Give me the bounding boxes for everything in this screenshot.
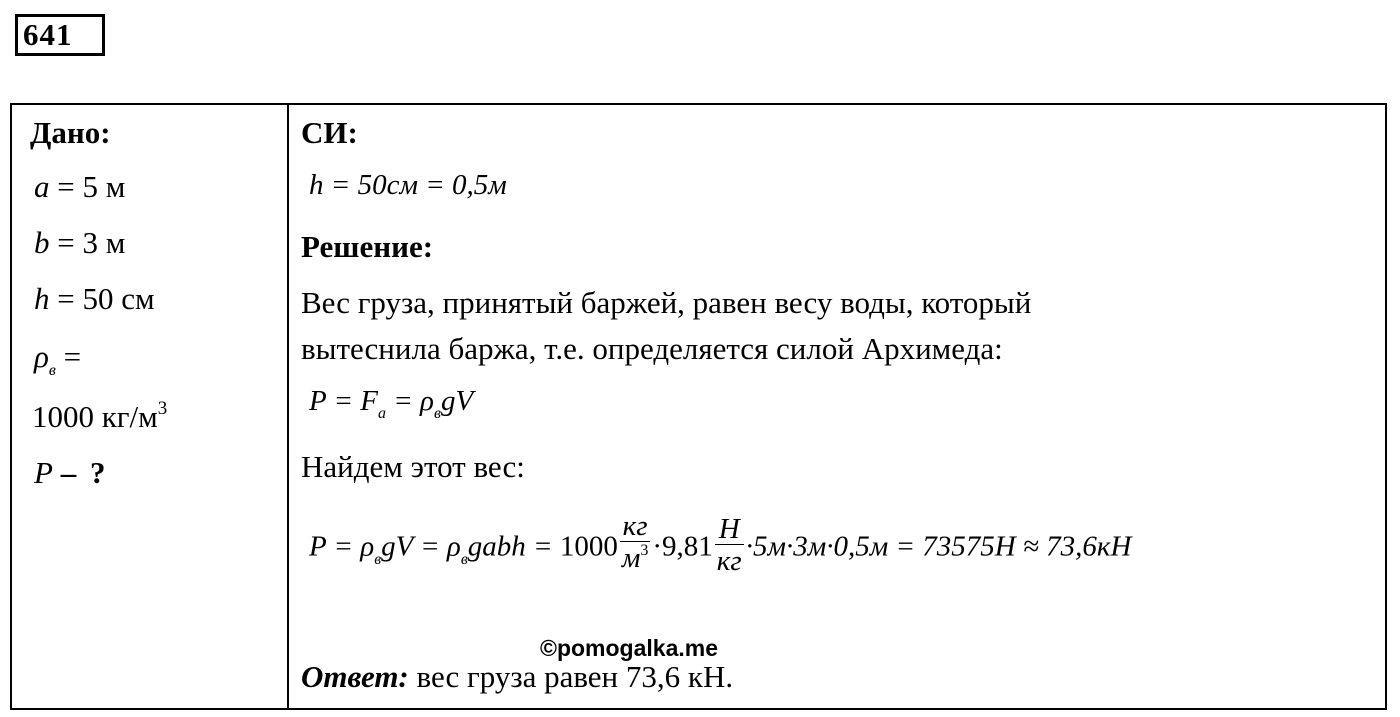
si-header: СИ:: [301, 115, 358, 150]
fraction-kg-per-m3: [620, 511, 651, 579]
solution-line-3: Найдем этот вес:: [301, 449, 525, 484]
frac2-numerator: Н: [715, 514, 744, 545]
given-b: [34, 225, 125, 261]
formula2-1000: 1000: [559, 530, 618, 563]
given-find: [34, 455, 105, 491]
frac1-exponent: 3: [640, 542, 649, 559]
value-h: = 50 см: [57, 281, 155, 316]
answer-label: Ответ:: [301, 659, 409, 694]
var-rho: ρ: [34, 339, 49, 374]
formula2-part2: gV = ρ: [381, 530, 461, 563]
si-formula: h = 50см = 0,5м: [309, 169, 507, 201]
formula2-mid: ·9,81: [652, 530, 713, 563]
given-rho: [34, 339, 82, 379]
solution-header: Решение:: [301, 229, 434, 264]
weight-formula: [309, 510, 1132, 583]
answer-line: [301, 659, 733, 695]
solution-line-1: Вес груза, принятый баржей, равен весу воды, который: [301, 285, 1032, 320]
answer-text: вес груза равен 73,6 кН.: [408, 659, 734, 694]
given-rho-value: [32, 399, 167, 435]
frac1-numerator: кг: [620, 511, 651, 542]
watermark: ©pomogalka.me: [540, 635, 718, 661]
problem-number: 641: [15, 14, 105, 56]
given-a: [34, 169, 125, 205]
frac2-denominator: кг: [716, 544, 742, 577]
solution-line-2: вытеснила баржа, т.е. определяется силой Архимеда:: [301, 331, 1003, 366]
var-p: P: [34, 455, 53, 490]
rho-subscript: в: [48, 362, 56, 379]
formula1-eq: = ρ: [385, 385, 434, 417]
var-b: b: [34, 225, 50, 260]
find-dash: –: [60, 455, 77, 490]
given-header: Дано:: [30, 115, 111, 150]
formula1-p: P = F: [309, 385, 378, 417]
formula1-sub-v: в: [433, 405, 441, 422]
formula2-sub2: в: [460, 550, 468, 568]
fraction-n-per-kg: [715, 514, 744, 577]
solution-table: [10, 103, 1387, 710]
formula2-tail: ·5м·3м·0,5м = 73575Н ≈ 73,6кН: [745, 530, 1132, 563]
value-a: = 5 м: [57, 169, 126, 204]
frac1-denominator: $м^3$: [621, 542, 649, 574]
given-h: [34, 281, 155, 317]
rho-value-text: 1000 кг/м: [32, 399, 158, 434]
var-a: a: [34, 169, 50, 204]
var-h: h: [34, 281, 50, 316]
formula2-part1: P = ρ: [309, 530, 375, 563]
archimedes-formula: [309, 385, 474, 422]
formula1-rest: gV: [440, 385, 474, 417]
rho-value-exponent: 3: [157, 398, 168, 419]
find-question: ?: [89, 455, 106, 490]
rho-equals: =: [63, 339, 82, 374]
solution-column: [289, 105, 1385, 708]
formula1-sub-a: a: [377, 405, 386, 422]
value-b: = 3 м: [57, 225, 126, 260]
given-column: [12, 105, 287, 708]
formula2-sub1: в: [374, 550, 382, 568]
formula2-part3: gabh =: [467, 530, 560, 563]
